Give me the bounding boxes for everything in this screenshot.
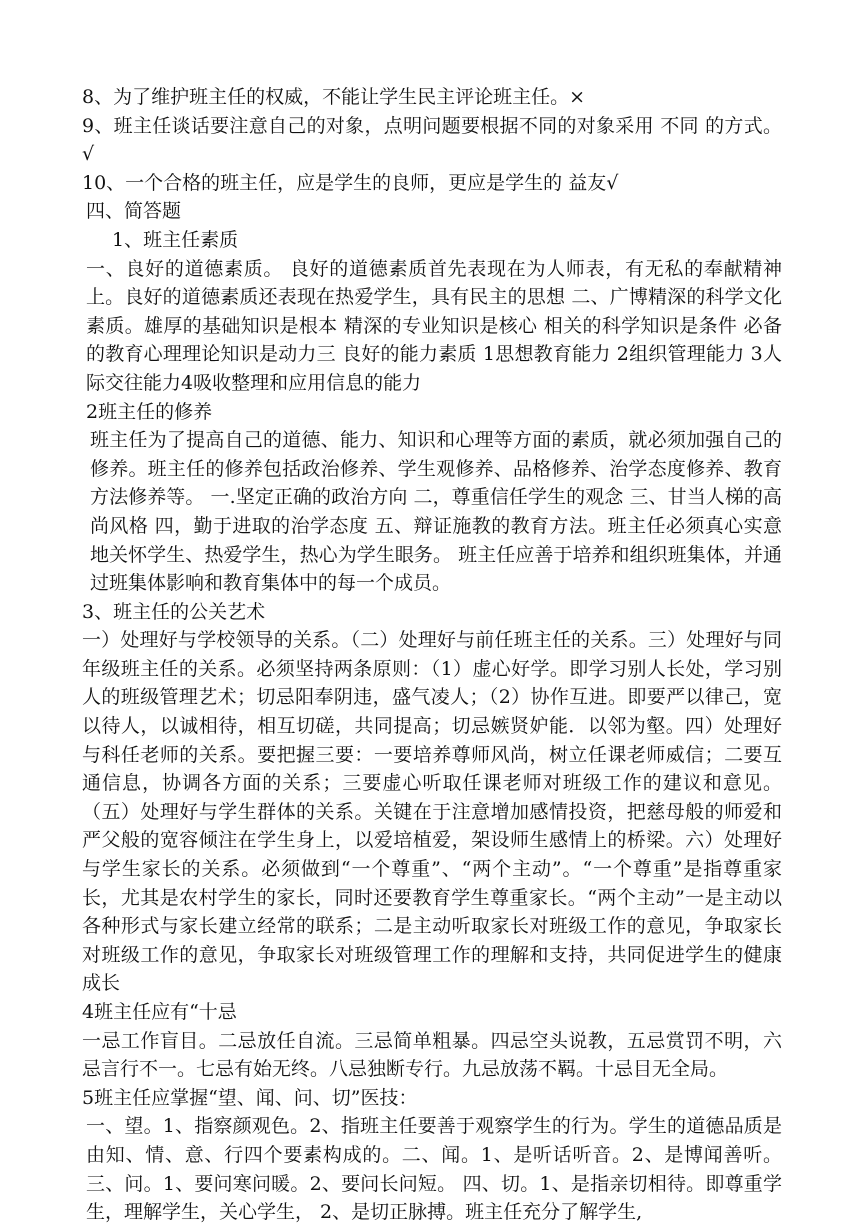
paragraph-5: 1、班主任素质: [112, 228, 239, 251]
paragraph-13: 5班主任应掌握“望、闻、问、切”医技：: [82, 1086, 418, 1109]
paragraph-11: 4班主任应有“十忌: [82, 1001, 237, 1023]
paragraph-14: 一、望。1、指察颜观色。2、指班主任要善于观察学生的行为。学生的道德品质是由知、情、意、行四个要素构成的。二、闻。1、是听话听音。2、是博闻善听。三、问。1、要问寒问暖。2、要问长问短。 四、切。1、是指亲切相待。即尊重学生，理解学生，关心学生， 2、是切正脉搏。班主任充分了解学生,: [86, 1115, 782, 1224]
paragraph-3: 10、一个合格的班主任，应是学生的良师，更应是学生的 益友√: [82, 171, 619, 194]
paragraph-8: 班主任为了提高自己的道德、能力、知识和心理等方面的素质，就必须加强自己的修养。班主任的修养包括政治修养、学生观修养、品格修养、治学态度修养、教育方法修养等。 一.坚定正确的政治方向 二，尊重信任学生的观念 三、甘当人梯的高尚风格 四，勤于进取的治学态度 五、辩证施教的教育方法。班主任必须真心实意地关怀学生、热爱学生，热心为学生眼务。 班主任应善于培养和组织班集体，并通过班集体影响和教育集体中的每一个成员。: [90, 429, 782, 595]
paragraph-10: 一）处理好与学校领导的关系。（二）处理好与前任班主任的关系。三）处理好与同年级班主任的关系。必须坚持两条原则：（1）虚心好学。即学习别人长处，学习别人的班级管理艺术；切忌阳奉阴违，盛气凌人；（2）协作互进。即要严以律己，宽以待人，以诚相待，相互切磋，共同提高；切忌嫉贤妒能．以邻为壑。四）处理好与科任老师的关系。要把握三要：一要培养尊师风尚，树立任课老师威信；二要互通信息，协调各方面的关系；三要虚心听取任课老师对班级工作的建议和意见。（五）处理好与学生群体的关系。关键在于注意增加感情投资，把慈母般的师爱和严父般的宽容倾注在学生身上，以爱培植爱，架设师生感情上的桥梁。六）处理好与学生家长的关系。必须做到“一个尊重”、“两个主动”。“一个尊重”是指尊重家长，尤其是农村学生的家长，同时还要教育学生尊重家长。“两个主动”一是主动以各种形式与家长建立经常的联系；二是主动听取家长对班级工作的意见，争取家长对班级工作的意见，争取家长对班级管理工作的理解和支持，共同促进学生的健康成长: [82, 629, 782, 995]
document-page: [82, 83, 782, 1227]
paragraph-9: 3、班主任的公关艺术: [82, 600, 266, 623]
paragraph-12: 一忌工作盲目。二忌放任自流。三忌简单粗暴。四忌空头说教，五忌赏罚不明，六忌言行不一。七忌有始无终。八忌独断专行。九忌放荡不羁。十忌目无全局。: [82, 1029, 782, 1081]
paragraph-4: 四、简答题: [86, 200, 182, 223]
paragraph-2: 9、班主任谈话要注意自己的对象，点明问题要根据不同的对象采用 不同 的方式。√: [82, 114, 782, 166]
paragraph-6: 一、良好的道德素质。 良好的道德素质首先表现在为人师表，有无私的奉献精神上。良好的道德素质还表现在热爱学生，具有民主的思想 二、广博精深的科学文化素质。雄厚的基础知识是根本 精深的专业知识是核心 相关的科学知识是条件 必备的教育心理理论知识是动力三 良好的能力素质 1思想教育能力 2组织管理能力 3人际交往能力4吸收整理和应用信息的能力: [86, 257, 782, 394]
paragraph-7: 2班主任的修养: [86, 400, 213, 423]
paragraph-1: 8、为了维护班主任的权威，不能让学生民主评论班主任。×: [82, 86, 586, 108]
